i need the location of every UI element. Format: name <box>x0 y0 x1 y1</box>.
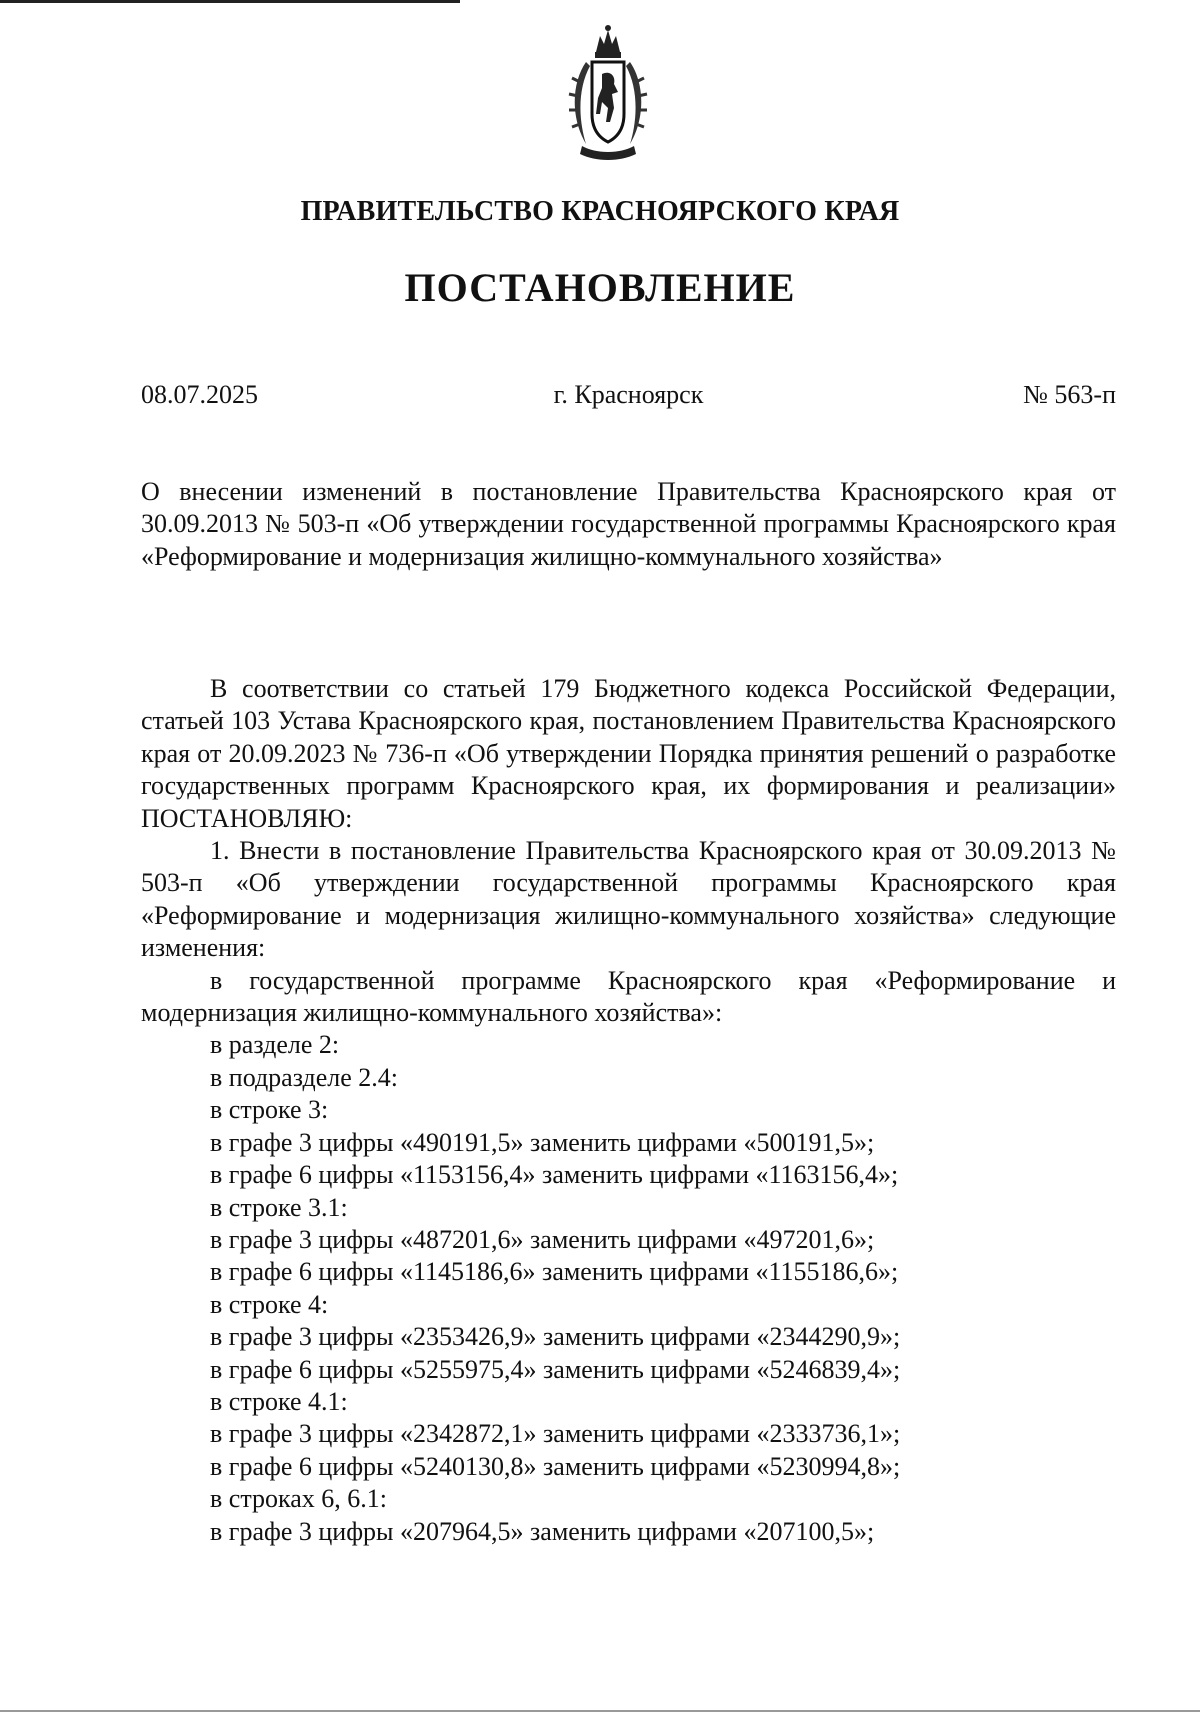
amendment-line: в строке 4: <box>210 1289 329 1319</box>
program-intro-paragraph: в государственной программе Красноярского края «Реформирование и модернизация жилищно-коммунального хозяйства»: <box>141 965 1116 1028</box>
amendment-line: в графе 6 цифры «1145186,6» заменить цифрами «1155186,6»; <box>210 1257 899 1287</box>
scan-bottom-rule <box>0 1710 1200 1712</box>
amendment-line: в графе 6 цифры «5255975,4» заменить цифрами «5246839,4»; <box>210 1354 901 1384</box>
krasnoyarsk-coat-of-arms-emblem <box>566 22 650 162</box>
item-1-paragraph: 1. Внести в постановление Правительства Красноярского края от 30.09.2013 № 503-п «Об утверждении государственной программы Красноярского края «Реформирование и модернизация жилищно-коммунального хозяйства» следующие изменения: <box>141 836 1116 963</box>
document-type-title: ПОСТАНОВЛЕНИЕ <box>404 265 796 310</box>
document-meta-row <box>141 380 1116 414</box>
amendment-line: в графе 3 цифры «207964,5» заменить цифрами «207100,5»; <box>210 1516 875 1546</box>
scan-top-rule <box>0 0 460 3</box>
amendment-line: в графе 6 цифры «5240130,8» заменить цифрами «5230994,8»; <box>210 1451 901 1481</box>
amendment-line: в строке 4.1: <box>210 1386 348 1416</box>
amendment-line: в графе 3 цифры «487201,6» заменить цифрами «497201,6»; <box>210 1224 875 1254</box>
document-number: № 563-п <box>1023 380 1116 409</box>
amendment-line: в строке 3.1: <box>210 1192 348 1222</box>
preamble-paragraph: В соответствии со статьей 179 Бюджетного кодекса Российской Федерации, статьей 103 Устава Красноярского края, постановлением Правительства Красноярского края от 20.09.2023 № 736-п «Об утверждении Порядка принятия решений о разработке государственных программ Красноярского края, их формирования и реализации» ПОСТАНОВЛЯЮ: <box>141 674 1116 833</box>
amendment-line: в строках 6, 6.1: <box>210 1484 387 1514</box>
amendment-line: в графе 6 цифры «1153156,4» заменить цифрами «1163156,4»; <box>210 1160 899 1190</box>
document-body <box>141 673 1116 1548</box>
amendment-line: в строке 3: <box>210 1095 329 1125</box>
amendment-line: в графе 3 цифры «2353426,9» заменить цифрами «2344290,9»; <box>210 1322 901 1352</box>
issuing-authority-title: ПРАВИТЕЛЬСТВО КРАСНОЯРСКОГО КРАЯ <box>300 196 900 227</box>
document-date: 08.07.2025 <box>141 380 258 409</box>
document-city: г. Красноярск <box>553 380 704 409</box>
amendment-line: в разделе 2: <box>210 1030 340 1060</box>
amendment-line: в графе 3 цифры «490191,5» заменить цифрами «500191,5»; <box>210 1127 875 1157</box>
amendment-line: в графе 3 цифры «2342872,1» заменить цифрами «2333736,1»; <box>210 1419 901 1449</box>
document-subject: О внесении изменений в постановление Правительства Красноярского края от 30.09.2013 № 503-п «Об утверждении государственной программы Красноярского края «Реформирование и модернизация жилищно-коммунального хозяйства» <box>141 477 1116 571</box>
amendment-line: в подразделе 2.4: <box>210 1062 399 1092</box>
